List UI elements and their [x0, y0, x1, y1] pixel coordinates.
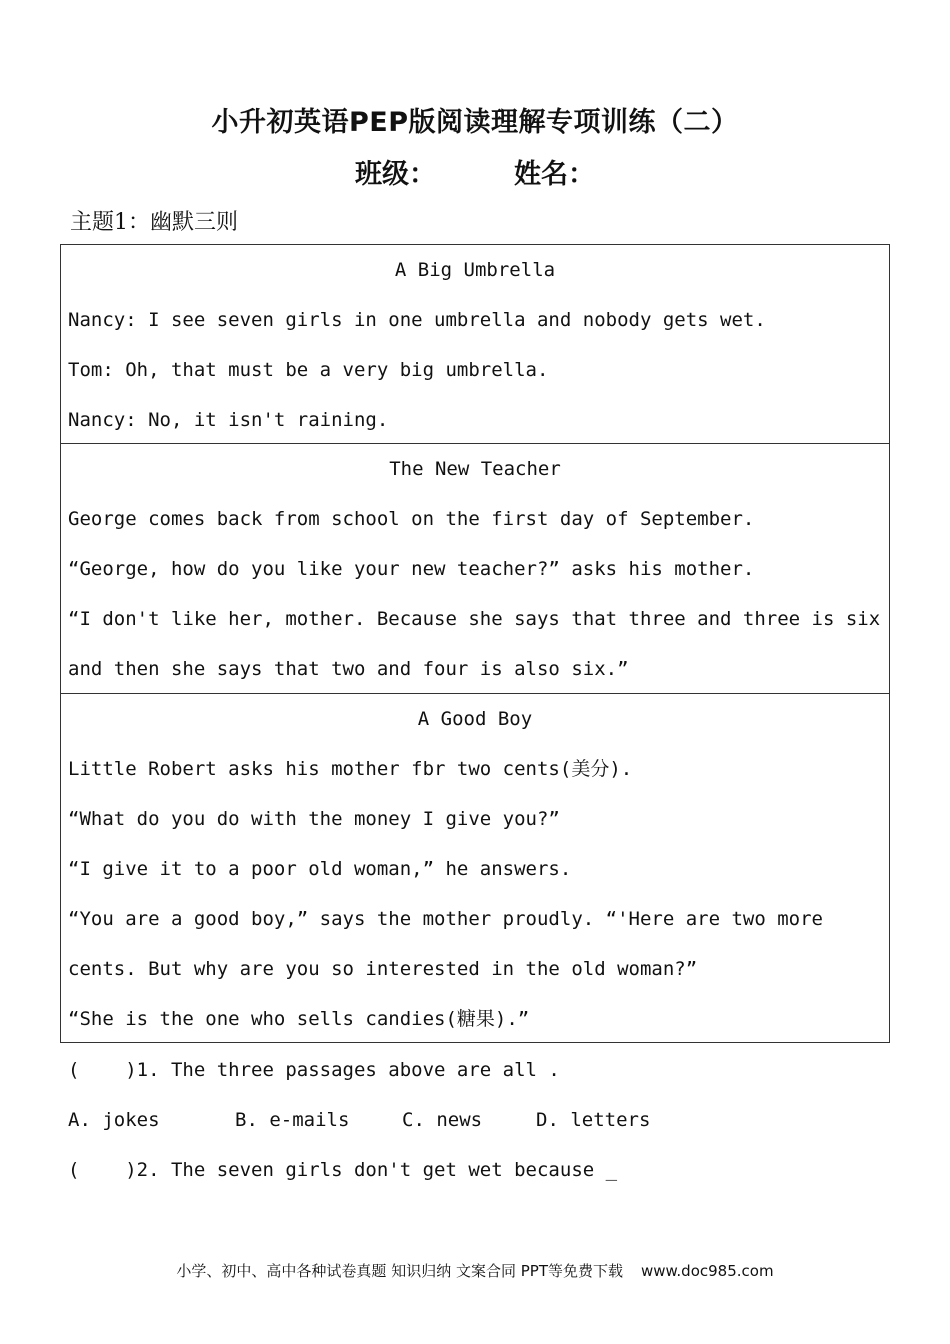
story-line: “You are a good boy,” says the mother proudly. “'Here are two more [68, 908, 823, 930]
class-name-line [0, 152, 950, 191]
question-1: ( )1. The three passages above are all . [68, 1059, 560, 1081]
story-title: The New Teacher [389, 458, 561, 480]
story-line: Nancy: I see seven girls in one umbrella and nobody gets wet. [68, 309, 766, 331]
story-line: Little Robert asks his mother fbr two cents(美分). [68, 758, 633, 780]
story-line: and then she says that two and four is also six.” [68, 658, 629, 680]
page-footer [0, 1260, 950, 1281]
name-label: 姓名： [514, 159, 595, 190]
story-title: A Big Umbrella [394, 259, 556, 281]
page-title: 小升初英语PEP版阅读理解专项训练（二） [211, 107, 739, 138]
story-line: “What do you do with the money I give you?” [68, 808, 560, 830]
story-line: “I don't like her, mother. Because she says that three and three is six [68, 608, 881, 630]
class-label: 班级： [355, 159, 436, 190]
question-1-options [68, 1095, 650, 1145]
story-box-new-teacher [60, 443, 890, 694]
question-2: ( )2. The seven girls don't get wet because _ [68, 1159, 618, 1181]
story-line: Tom: Oh, that must be a very big umbrella. [68, 359, 549, 381]
story-box-big-umbrella [60, 244, 890, 444]
option-c: C. news [402, 1109, 483, 1131]
story-line: George comes back from school on the first day of September. [68, 508, 755, 530]
story-line: cents. But why are you so interested in the old woman?” [68, 958, 698, 980]
option-b: B. e-mails [235, 1109, 350, 1131]
story-box-good-boy [60, 693, 890, 1043]
option-d: D. letters [536, 1109, 651, 1131]
footer-text: 小学、初中、高中各种试卷真题 知识归纳 文案合同 PPT等免费下载 [176, 1262, 623, 1280]
topic-heading: 主题1：幽默三则 [70, 210, 238, 235]
story-line: Nancy: No, it isn't raining. [68, 409, 389, 431]
story-title: A Good Boy [417, 708, 533, 730]
story-line: “George, how do you like your new teacher?” asks his mother. [68, 558, 755, 580]
story-line: “I give it to a poor old woman,” he answers. [68, 858, 572, 880]
footer-site: www.doc985.com [640, 1262, 774, 1280]
story-line: “She is the one who sells candies(糖果).” [68, 1008, 530, 1030]
option-a: A. jokes [68, 1109, 160, 1131]
